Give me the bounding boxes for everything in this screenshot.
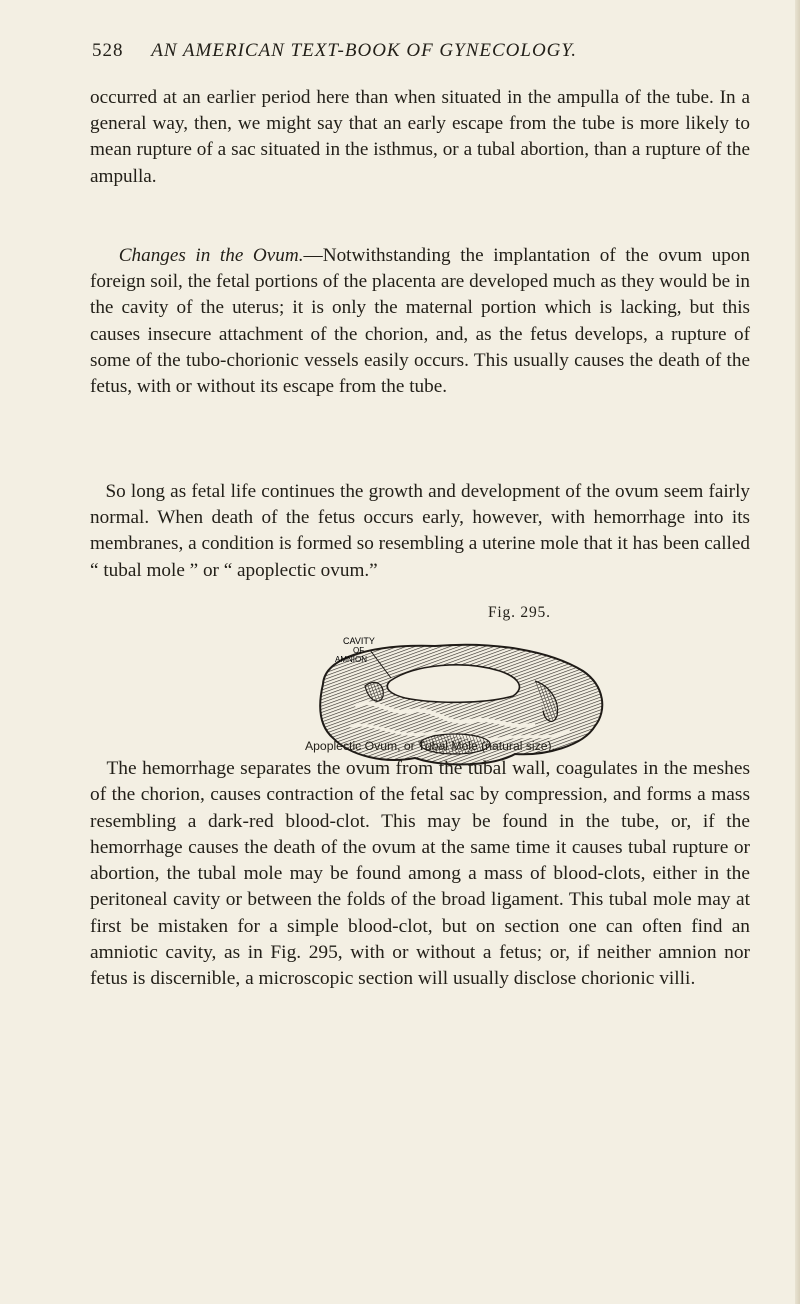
annotation-amnion: AMNION [335,655,367,664]
page-edge [795,0,800,1304]
figure-label: Fig. 295. [488,604,551,621]
paragraph-3 [90,479,750,584]
annotation-cavity: CAVITY [343,636,375,646]
page-header [92,40,752,62]
paragraph-2 [90,243,750,400]
page-number: 528 [92,40,124,61]
annotation-of: OF [353,646,365,655]
paragraph-4 [90,756,750,993]
tubal-mole-illustration [295,626,615,776]
figure-caption: Apoplectic Ovum, or Tubal Mole (natural size). [305,739,555,753]
paragraph-4-text: The hemorrhage separates the ovum from the tubal wall, coagulates in the meshes of the chorion, causes contraction of the fetal sac by compression, and forms a mass resembling a dark-red blood-clot. This may be found in the tube, or, if the hemorrhage causes the death of the ovum at the same time it causes tubal rupture or abortion, the tubal mole may be found among a mass of blood-clots, either in the peritoneal cavity or between the folds of the broad ligament. This tubal mole may at first be mistaken for a simple blood-clot, but on section one can often find an amniotic cavity, as in Fig. 295, with or without a fetus; or, if neither amnion nor fetus is discernible, a microscopic section will usually disclose chorionic villi. [90,758,750,990]
paragraph-3-text: So long as fetal life continues the growth and development of the ovum seem fairly normal. When death of the fetus occurs early, however, with hemorrhage into its membranes, a condition is formed so resembling a uterine mole that it has been called “ tubal mole ” or “ apoplectic ovum.” [90,481,750,581]
paragraph-1: occurred at an earlier period here than when situated in the ampulla of the tube. In a general way, then, we might say that an early escape from the tube is more likely to mean rupture of a sac situated in the isthmus, or a tubal abortion, than a rupture of the ampulla. [90,87,750,187]
paragraph-2-body: —Notwithstanding the implantation of the ovum upon foreign soil, the fetal portions of the placenta are developed much as they would be in the cavity of the uterus; it is only the maternal portion which is lacking, but this causes insecure attachment of the chorion, and, as the fetus develops, a rupture of some of the tubo-chorionic vessels easily occurs. This usually causes the death of the fetus, with or without its escape from the tube. [90,245,750,398]
section-heading: Changes in the Ovum. [118,245,304,266]
running-title: AN AMERICAN TEXT-BOOK OF GYNECOLOGY. [151,40,577,61]
